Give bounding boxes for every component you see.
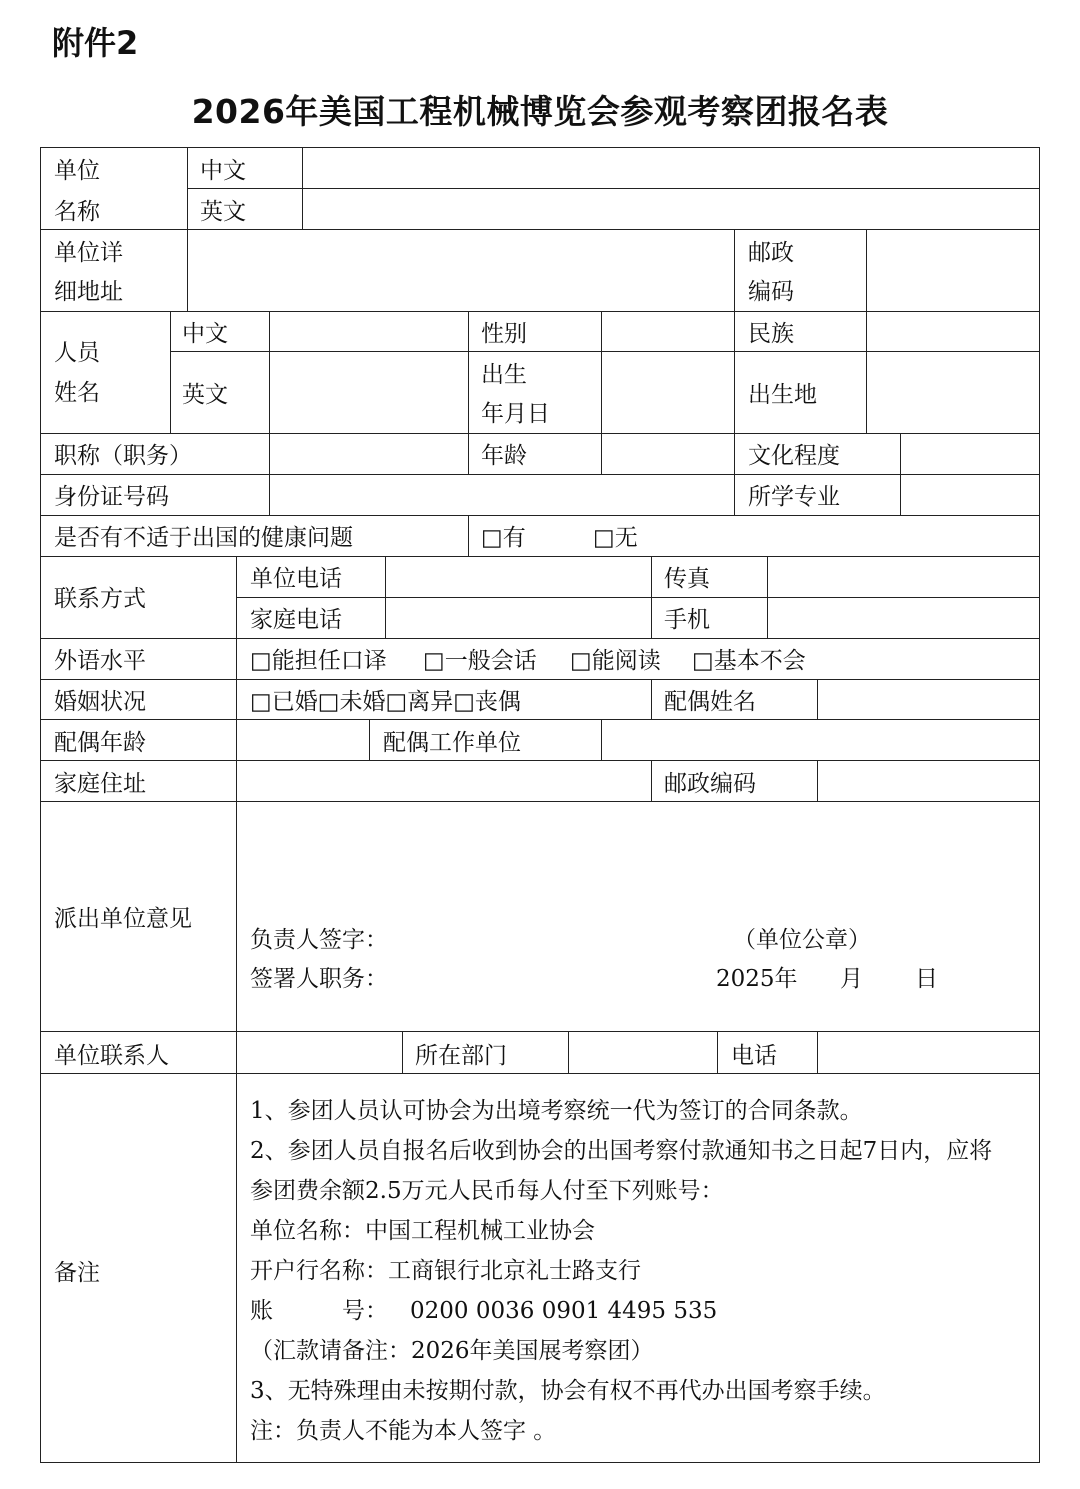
col-line: [817, 760, 818, 801]
remarks-label: 备注: [54, 1260, 100, 1286]
date-month: 月: [840, 966, 863, 992]
col-line: [236, 638, 237, 1463]
date-year: 2025年: [716, 966, 798, 992]
row-line: [40, 801, 1040, 802]
age-label: 年龄: [481, 443, 527, 469]
remarks-content: [250, 1091, 992, 1451]
marriage-label: 婚姻状况: [54, 689, 146, 715]
col-line: [369, 719, 370, 760]
health-no-checkbox[interactable]: □无: [593, 525, 638, 551]
work-phone-label: 单位电话: [250, 566, 342, 592]
unit-name-en-label: 英文: [200, 199, 246, 225]
opinion-label: 派出单位意见: [54, 906, 192, 932]
col-line: [269, 311, 270, 515]
unit-name-cn-label: 中文: [200, 158, 246, 184]
spouse-employer-label: 配偶工作单位: [383, 730, 521, 756]
row-line: [40, 515, 1040, 516]
date-day: 日: [915, 966, 938, 992]
address-label-2: 细地址: [54, 279, 123, 305]
col-line: [651, 556, 652, 638]
birthplace-label: 出生地: [748, 382, 817, 408]
form-title: 2026年美国工程机械博览会参观考察团报名表: [191, 92, 889, 131]
col-line: [568, 1031, 569, 1073]
person-name-label-1: 人员: [54, 340, 100, 366]
border-top: [40, 147, 1040, 148]
col-line: [866, 229, 867, 433]
row-line: [40, 311, 1040, 312]
col-line: [302, 147, 303, 229]
language-option-conversation[interactable]: □一般会话: [423, 648, 537, 674]
row-line: [40, 1031, 1040, 1032]
home-phone-label: 家庭电话: [250, 607, 342, 633]
ethnicity-label: 民族: [748, 321, 794, 347]
remark-line: 参团费余额2.5万元人民币每人付至下列账号：: [250, 1178, 724, 1204]
remark-account-line: [250, 1291, 992, 1331]
person-cn-label: 中文: [182, 321, 228, 347]
liaison-label: 单位联系人: [54, 1043, 169, 1069]
row-line: [40, 556, 1040, 557]
department-label: 所在部门: [415, 1043, 507, 1069]
birth-date-label-1: 出生: [481, 362, 527, 388]
col-line: [601, 719, 602, 760]
row-line: [40, 474, 1040, 475]
language-option-interpret[interactable]: □能担任口译: [250, 648, 387, 674]
postal-label-1: 邮政: [748, 240, 794, 266]
row-line: [40, 1073, 1040, 1074]
id-number-label: 身份证号码: [54, 484, 169, 510]
language-option-reading[interactable]: □能阅读: [570, 648, 661, 674]
marriage-options[interactable]: □已婚□未婚□离异□丧偶: [250, 689, 521, 715]
col-line: [468, 515, 469, 556]
col-line: [734, 229, 735, 311]
person-name-label-2: 姓名: [54, 380, 100, 406]
row-line: [40, 719, 1040, 720]
col-line: [170, 311, 171, 433]
col-line: [187, 147, 188, 311]
col-line: [385, 556, 386, 638]
row-line: [40, 638, 1040, 639]
col-line: [402, 1031, 403, 1073]
account-number: 0200 0036 0901 4495 535: [410, 1298, 718, 1324]
spouse-name-label: 配偶姓名: [664, 689, 756, 715]
remark-line: 1、参团人员认可协会为出境考察统一代为签订的合同条款。: [250, 1098, 863, 1124]
fax-label: 传真: [664, 566, 710, 592]
address-label-1: 单位详: [54, 240, 123, 266]
home-postal-label: 邮政编码: [664, 771, 756, 797]
seal-label: （单位公章）: [733, 927, 871, 953]
language-label: 外语水平: [54, 648, 146, 674]
registration-form: [40, 147, 1040, 1463]
unit-name-label-2: 名称: [54, 199, 100, 225]
major-label: 所学专业: [748, 484, 840, 510]
home-address-label: 家庭住址: [54, 771, 146, 797]
attachment-label: 附件2: [52, 24, 139, 62]
job-title-label: 职称（职务）: [54, 443, 192, 469]
col-line: [601, 311, 602, 474]
row-line: [40, 229, 1040, 230]
border-bottom: [40, 1462, 1040, 1463]
signer-title-label: 签署人职务：: [250, 966, 388, 992]
remark-line: 注：负责人不能为本人签字 。: [250, 1418, 557, 1444]
col-line: [236, 556, 237, 638]
remark-line: （汇款请备注：2026年美国展考察团）: [250, 1338, 654, 1364]
row-line: [236, 597, 1040, 598]
border-right: [1039, 147, 1040, 1463]
col-line: [651, 679, 652, 719]
col-line: [900, 433, 901, 515]
col-line: [734, 311, 735, 515]
liaison-phone-label: 电话: [731, 1043, 777, 1069]
row-line: [187, 188, 1040, 189]
col-line: [717, 1031, 718, 1073]
row-line: [40, 433, 1040, 434]
health-question-label: 是否有不适于出国的健康问题: [54, 525, 353, 551]
col-line: [468, 311, 469, 474]
account-label-b: 号：: [342, 1298, 388, 1324]
account-label-a: 账: [250, 1298, 273, 1324]
contact-label: 联系方式: [54, 586, 146, 612]
border-left: [40, 147, 41, 1463]
remark-line: 3、无特殊理由未按期付款，协会有权不再代办出国考察手续。: [250, 1378, 886, 1404]
col-line: [817, 679, 818, 719]
education-label: 文化程度: [748, 443, 840, 469]
person-en-label: 英文: [182, 382, 228, 408]
remark-line: 2、参团人员自报名后收到协会的出国考察付款通知书之日起7日内，应将: [250, 1138, 993, 1164]
gender-label: 性别: [481, 321, 527, 347]
signature-label: 负责人签字：: [250, 927, 388, 953]
birth-date-label-2: 年月日: [481, 401, 550, 427]
language-option-none[interactable]: □基本不会: [692, 648, 806, 674]
health-yes-checkbox[interactable]: □有: [481, 525, 526, 551]
unit-name-label-1: 单位: [54, 158, 100, 184]
row-line: [40, 760, 1040, 761]
mobile-label: 手机: [664, 607, 710, 633]
spouse-age-label: 配偶年龄: [54, 730, 146, 756]
row-line: [40, 679, 1040, 680]
col-line: [651, 760, 652, 801]
row-line: [170, 351, 1040, 352]
remark-line: 开户行名称：工商银行北京礼士路支行: [250, 1258, 641, 1284]
remark-line: 单位名称：中国工程机械工业协会: [250, 1218, 595, 1244]
postal-label-2: 编码: [748, 279, 794, 305]
col-line: [767, 556, 768, 638]
col-line: [817, 1031, 818, 1073]
